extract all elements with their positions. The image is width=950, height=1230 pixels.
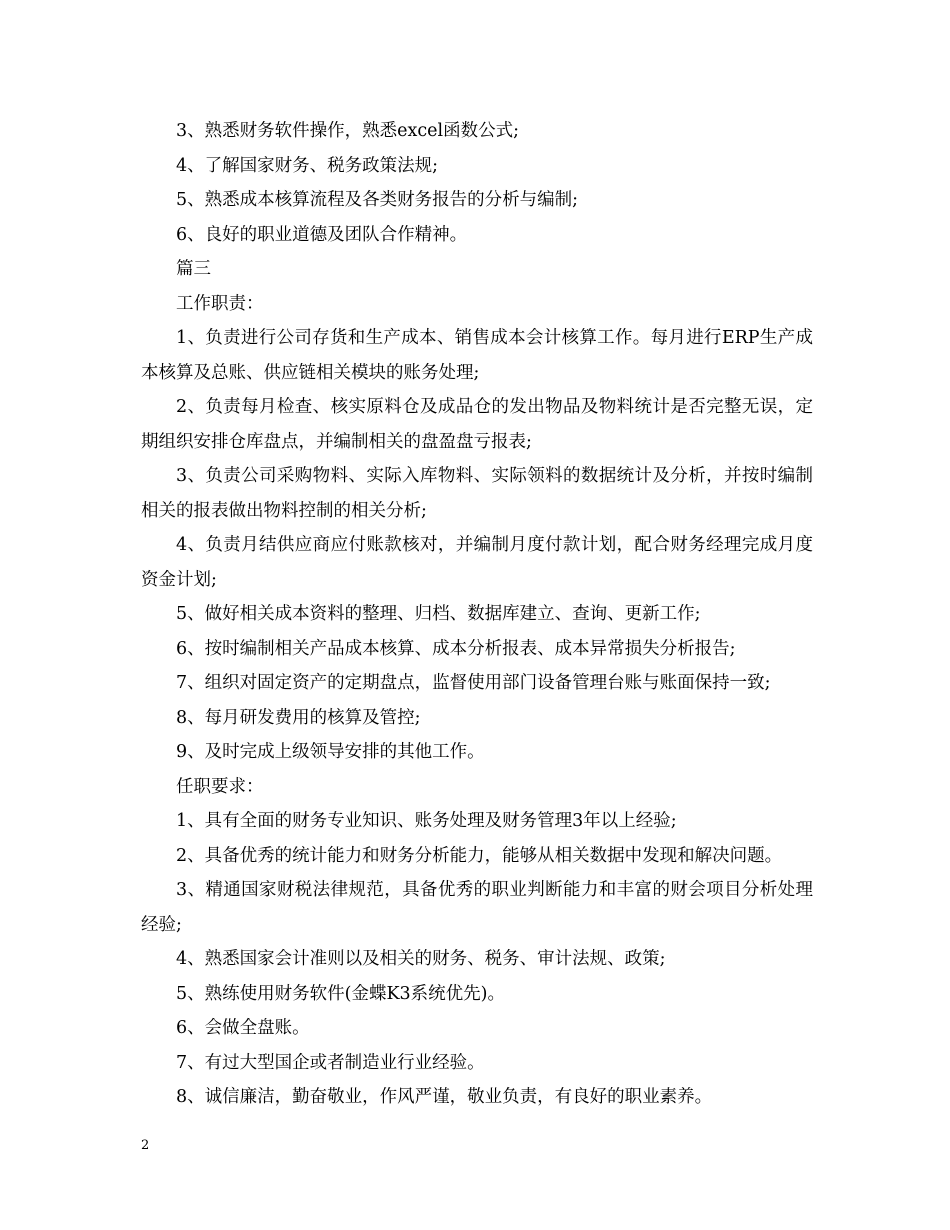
paragraph: 1、负责进行公司存货和生产成本、销售成本会计核算工作。每月进行ERP生产成本核算及总账、供应链相关模块的账务处理; — [141, 328, 813, 383]
subsection-heading: 工作职责： — [176, 293, 264, 314]
paragraph: 2、具备优秀的统计能力和财务分析能力，能够从相关数据中发现和解决问题。 — [176, 845, 783, 866]
paragraph: 6、会做全盘账。 — [176, 1018, 310, 1038]
paragraph: 8、每月研发费用的核算及管控; — [176, 707, 421, 728]
paragraph: 6、按时编制相关产品成本核算、成本分析报表、成本异常损失分析报告; — [176, 638, 736, 659]
paragraph: 3、熟悉财务软件操作，熟悉excel函数公式; — [176, 121, 520, 141]
paragraph: 9、及时完成上级领导安排的其他工作。 — [176, 742, 485, 762]
paragraph: 7、组织对固定资产的定期盘点，监督使用部门设备管理台账与账面保持一致; — [176, 673, 771, 693]
paragraph: 5、做好相关成本资料的整理、归档、数据库建立、查询、更新工作; — [176, 604, 701, 624]
paragraph: 1、具有全面的财务专业知识、账务处理及财务管理3年以上经验; — [176, 811, 677, 831]
paragraph: 6、良好的职业道德及团队合作精神。 — [176, 224, 468, 245]
paragraph: 7、有过大型国企或者制造业行业经验。 — [176, 1052, 485, 1073]
paragraph: 5、熟悉成本核算流程及各类财务报告的分析与编制; — [176, 190, 579, 210]
paragraph: 4、熟悉国家会计准则以及相关的财务、税务、审计法规、政策; — [176, 949, 666, 969]
subsection-heading: 任职要求： — [176, 776, 264, 797]
paragraph: 4、了解国家财务、税务政策法规; — [176, 155, 439, 176]
paragraph: 8、诚信廉洁，勤奋敬业，作风严谨，敬业负责，有良好的职业素养。 — [176, 1087, 713, 1107]
paragraph: 3、负责公司采购物料、实际入库物料、实际领料的数据统计及分析，并按时编制相关的报表做出物料控制的相关分析; — [141, 466, 813, 521]
paragraph: 3、精通国家财税法律规范，具备优秀的职业判断能力和丰富的财会项目分析处理经验; — [141, 880, 813, 935]
page-number: 2 — [141, 1138, 150, 1153]
paragraph: 5、熟练使用财务软件(金蝶K3系统优先)。 — [176, 983, 505, 1004]
section-heading: 篇三 — [176, 259, 211, 279]
paragraph: 2、负责每月检查、核实原料仓及成品仓的发出物品及物料统计是否完整无误，定期组织安排仓库盘点，并编制相关的盘盈盘亏报表; — [141, 397, 813, 452]
paragraph: 4、负责月结供应商应付账款核对，并编制月度付款计划，配合财务经理完成月度资金计划; — [141, 535, 813, 590]
document-body — [141, 114, 813, 1115]
